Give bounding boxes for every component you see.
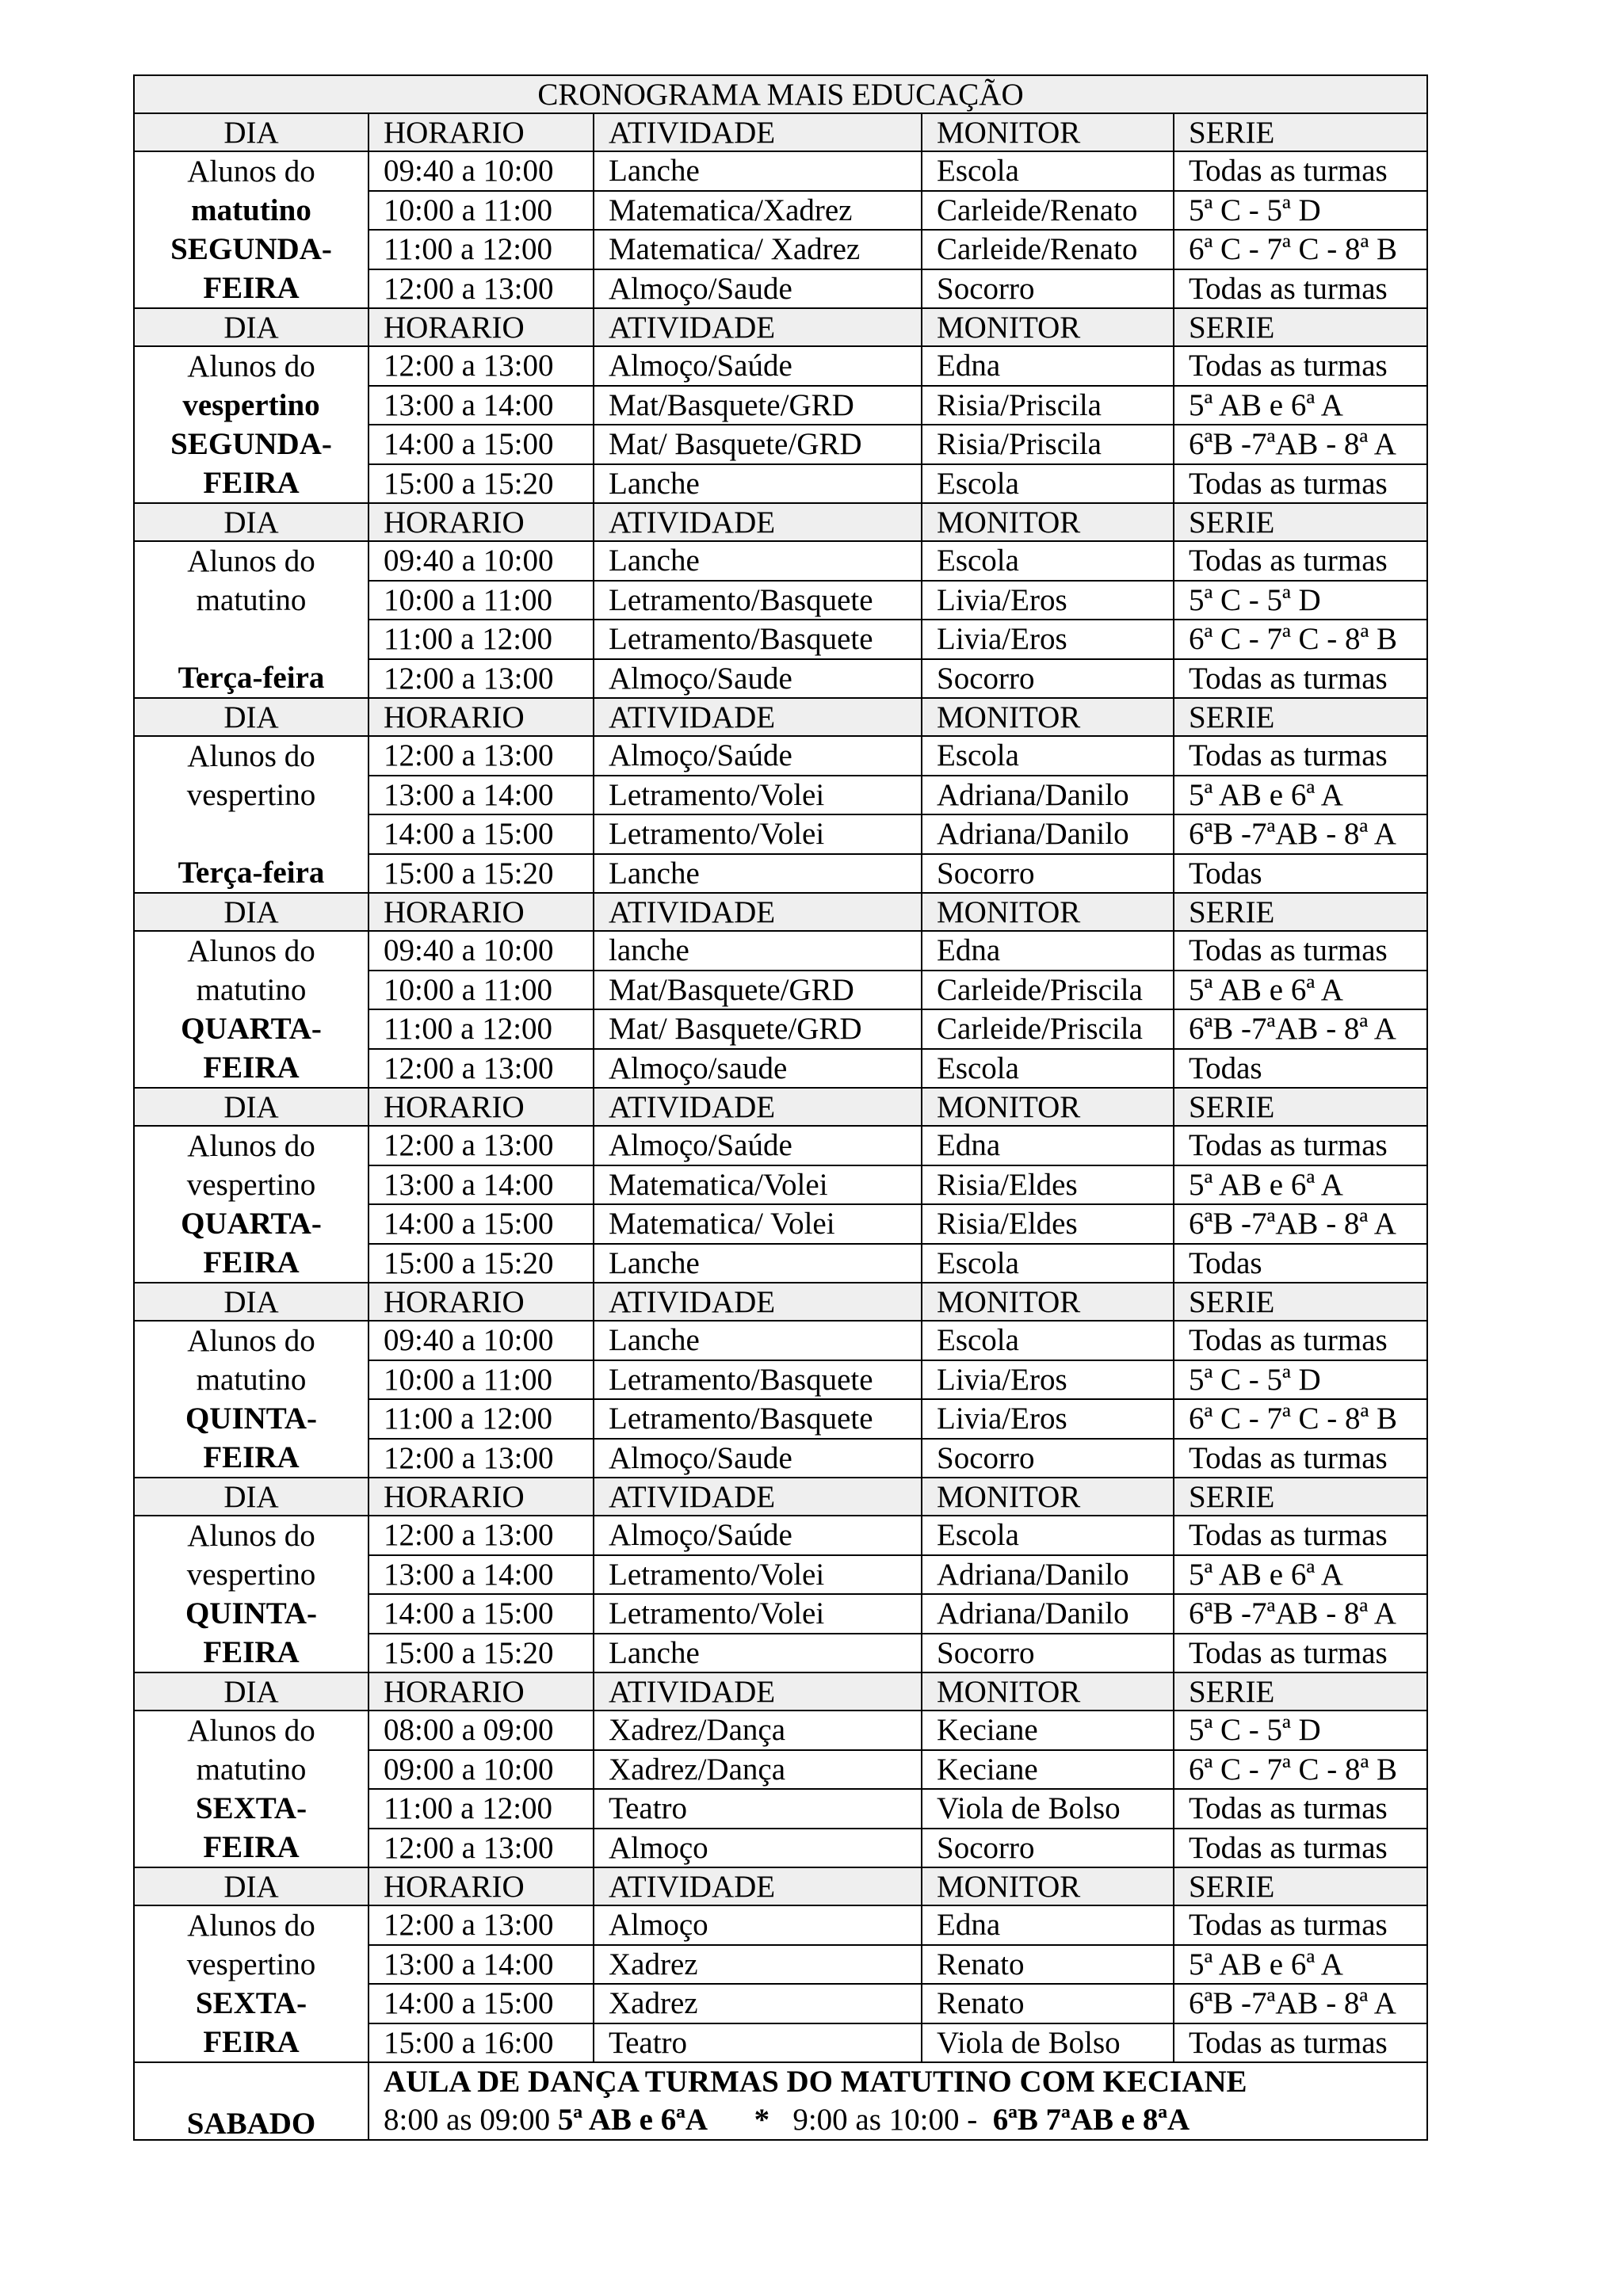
day-label-line: matutino [196, 583, 307, 617]
day-cell [134, 1321, 369, 1478]
cell-horario: 13:00 a 14:00 [369, 1555, 594, 1595]
cell-serie: Todas as turmas [1174, 659, 1427, 699]
cell-serie: Todas [1174, 1244, 1427, 1283]
cell-horario: 12:00 a 13:00 [369, 659, 594, 699]
cell-atividade: Lanche [594, 541, 922, 581]
day-label-line: vespertino [182, 388, 320, 422]
day-label-line: Alunos do [187, 1714, 315, 1748]
cell-horario: 15:00 a 16:00 [369, 2023, 594, 2063]
cell-horario: 12:00 a 13:00 [369, 1516, 594, 1555]
cell-serie: Todas as turmas [1174, 2023, 1427, 2063]
header-serie: SERIE [1174, 113, 1427, 151]
cell-atividade: Almoço/Saúde [594, 736, 922, 776]
cell-atividade: Mat/ Basquete/GRD [594, 425, 922, 464]
day-label-line: FEIRA [203, 1830, 300, 1864]
cell-serie: 5ª C - 5ª D [1174, 191, 1427, 231]
cell-horario: 14:00 a 15:00 [369, 425, 594, 464]
cell-serie: Todas as turmas [1174, 1516, 1427, 1555]
cell-monitor: Viola de Bolso [922, 2023, 1174, 2063]
cell-atividade: Teatro [594, 2023, 922, 2063]
cell-horario: 13:00 a 14:00 [369, 776, 594, 815]
cell-serie: 5ª AB e 6ª A [1174, 386, 1427, 425]
cell-atividade: Mat/Basquete/GRD [594, 386, 922, 425]
cell-horario: 13:00 a 14:00 [369, 386, 594, 425]
header-monitor: MONITOR [922, 1867, 1174, 1905]
cell-monitor: Adriana/Danilo [922, 1555, 1174, 1595]
cell-monitor: Livia/Eros [922, 1399, 1174, 1439]
cell-horario: 09:40 a 10:00 [369, 931, 594, 971]
cell-horario: 11:00 a 12:00 [369, 1789, 594, 1829]
cell-horario: 13:00 a 14:00 [369, 1945, 594, 1985]
day-label-line: Alunos do [187, 1129, 315, 1163]
cell-atividade: Mat/ Basquete/GRD [594, 1009, 922, 1049]
cell-monitor: Renato [922, 1945, 1174, 1985]
header-atividade: ATIVIDADE [594, 308, 922, 346]
cell-atividade: Almoço [594, 1905, 922, 1945]
cell-monitor: Viola de Bolso [922, 1789, 1174, 1829]
cell-monitor: Adriana/Danilo [922, 1594, 1174, 1634]
day-label-line: FEIRA [203, 466, 300, 500]
day-cell [134, 346, 369, 503]
day-label-line [135, 814, 368, 853]
cell-horario: 15:00 a 15:20 [369, 1244, 594, 1283]
header-dia: DIA [134, 113, 369, 151]
header-serie: SERIE [1174, 308, 1427, 346]
header-atividade: ATIVIDADE [594, 1867, 922, 1905]
header-serie: SERIE [1174, 1088, 1427, 1126]
cell-serie: Todas [1174, 1049, 1427, 1089]
cell-monitor: Carleide/Priscila [922, 971, 1174, 1010]
cell-serie: 6ª C - 7ª C - 8ª B [1174, 620, 1427, 659]
cell-serie: 6ª C - 7ª C - 8ª B [1174, 1750, 1427, 1790]
cell-atividade: Mat/Basquete/GRD [594, 971, 922, 1010]
table-row [134, 736, 1427, 776]
cell-monitor: Risia/Eldes [922, 1165, 1174, 1205]
cell-atividade: Almoço/Saude [594, 659, 922, 699]
header-monitor: MONITOR [922, 1478, 1174, 1516]
cell-atividade: Almoço/Saúde [594, 1516, 922, 1555]
day-label-line: FEIRA [203, 2025, 300, 2059]
cell-atividade: Letramento/Volei [594, 1555, 922, 1595]
day-label-line: matutino [191, 193, 311, 227]
cell-monitor: Escola [922, 1516, 1174, 1555]
cell-horario: 10:00 a 11:00 [369, 581, 594, 620]
cell-serie: Todas as turmas [1174, 269, 1427, 309]
cell-horario: 15:00 a 15:20 [369, 1634, 594, 1673]
header-monitor: MONITOR [922, 308, 1174, 346]
day-label-line [135, 620, 368, 658]
cell-horario: 12:00 a 13:00 [369, 269, 594, 309]
day-cell [134, 1126, 369, 1283]
header-dia: DIA [134, 1867, 369, 1905]
cell-monitor: Socorro [922, 1829, 1174, 1868]
cell-monitor: Livia/Eros [922, 581, 1174, 620]
cell-atividade: Matematica/ Xadrez [594, 230, 922, 269]
cell-serie: Todas as turmas [1174, 1829, 1427, 1868]
cell-serie: Todas as turmas [1174, 1789, 1427, 1829]
header-atividade: ATIVIDADE [594, 698, 922, 736]
table-row [134, 541, 1427, 581]
header-row [134, 503, 1427, 541]
cell-horario: 15:00 a 15:20 [369, 854, 594, 894]
day-label-line: Alunos do [187, 544, 315, 578]
cell-serie: 6ª C - 7ª C - 8ª B [1174, 230, 1427, 269]
day-label-line: FEIRA [203, 1635, 300, 1669]
header-horario: HORARIO [369, 1672, 594, 1711]
cell-monitor: Carleide/Renato [922, 191, 1174, 231]
cell-horario: 13:00 a 14:00 [369, 1165, 594, 1205]
cell-monitor: Escola [922, 1049, 1174, 1089]
header-monitor: MONITOR [922, 698, 1174, 736]
table-row [134, 1711, 1427, 1750]
day-cell [134, 1711, 369, 1867]
cell-atividade: Letramento/Volei [594, 814, 922, 854]
saturday-line2-sep: * [754, 2103, 770, 2137]
cell-serie: 6ªB -7ªAB - 8ª A [1174, 1594, 1427, 1634]
cell-atividade: Teatro [594, 1789, 922, 1829]
cell-serie: 6ªB -7ªAB - 8ª A [1174, 425, 1427, 464]
cell-atividade: Lanche [594, 854, 922, 894]
cell-serie: 6ªB -7ªAB - 8ª A [1174, 1984, 1427, 2023]
cell-serie: 6ªB -7ªAB - 8ª A [1174, 1009, 1427, 1049]
cell-monitor: Carleide/Renato [922, 230, 1174, 269]
cell-monitor: Edna [922, 346, 1174, 386]
header-row [134, 1283, 1427, 1321]
cell-horario: 14:00 a 15:00 [369, 1594, 594, 1634]
cell-serie: Todas as turmas [1174, 1321, 1427, 1360]
cell-serie: 5ª AB e 6ª A [1174, 1555, 1427, 1595]
cell-serie: Todas as turmas [1174, 931, 1427, 971]
day-label-line: FEIRA [203, 1440, 300, 1474]
header-horario: HORARIO [369, 1088, 594, 1126]
cell-horario: 09:40 a 10:00 [369, 151, 594, 191]
day-label-line: QUINTA- [185, 1596, 318, 1630]
cell-monitor: Socorro [922, 659, 1174, 699]
saturday-line2-time1: 8:00 as 09:00 [384, 2103, 551, 2137]
cell-horario: 12:00 a 13:00 [369, 1829, 594, 1868]
day-cell [134, 151, 369, 308]
day-label-line: SEXTA- [195, 1791, 307, 1825]
day-label-line: SEXTA- [195, 1986, 307, 2020]
cell-horario: 10:00 a 11:00 [369, 971, 594, 1010]
saturday-note [369, 2062, 1427, 2140]
cell-monitor: Adriana/Danilo [922, 776, 1174, 815]
cell-monitor: Risia/Priscila [922, 425, 1174, 464]
header-monitor: MONITOR [922, 1088, 1174, 1126]
cell-horario: 11:00 a 12:00 [369, 1009, 594, 1049]
header-serie: SERIE [1174, 1478, 1427, 1516]
cell-atividade: Xadrez [594, 1945, 922, 1985]
cell-monitor: Socorro [922, 854, 1174, 894]
cell-monitor: Carleide/Priscila [922, 1009, 1174, 1049]
header-atividade: ATIVIDADE [594, 1283, 922, 1321]
cell-atividade: Letramento/Volei [594, 776, 922, 815]
day-cell [134, 931, 369, 1088]
header-atividade: ATIVIDADE [594, 893, 922, 931]
cell-atividade: Almoço/saude [594, 1049, 922, 1089]
cell-monitor: Edna [922, 931, 1174, 971]
cell-atividade: Lanche [594, 1244, 922, 1283]
cell-atividade: Lanche [594, 464, 922, 504]
header-dia: DIA [134, 893, 369, 931]
cell-serie: 5ª AB e 6ª A [1174, 971, 1427, 1010]
day-cell [134, 541, 369, 698]
cell-monitor: Keciane [922, 1750, 1174, 1790]
cell-horario: 10:00 a 11:00 [369, 1360, 594, 1400]
day-label-line: Alunos do [187, 349, 315, 383]
header-dia: DIA [134, 308, 369, 346]
day-label-line: vespertino [186, 778, 316, 812]
day-label-line: Terça-feira [178, 856, 325, 890]
header-horario: HORARIO [369, 113, 594, 151]
header-horario: HORARIO [369, 1283, 594, 1321]
header-row [134, 1478, 1427, 1516]
cell-atividade: Almoço [594, 1829, 922, 1868]
day-label-line: QUARTA- [181, 1012, 322, 1046]
cell-atividade: Letramento/Basquete [594, 620, 922, 659]
cell-horario: 14:00 a 15:00 [369, 814, 594, 854]
day-label-line: Alunos do [187, 1324, 315, 1358]
cell-monitor: Socorro [922, 1634, 1174, 1673]
page-title: CRONOGRAMA MAIS EDUCAÇÃO [134, 75, 1427, 113]
cell-horario: 12:00 a 13:00 [369, 1049, 594, 1089]
header-atividade: ATIVIDADE [594, 113, 922, 151]
saturday-line2-time2: 9:00 as 10:00 - [792, 2103, 978, 2137]
cell-horario: 09:00 a 10:00 [369, 1750, 594, 1790]
header-row [134, 1672, 1427, 1711]
day-cell [134, 1905, 369, 2062]
cell-atividade: Letramento/Basquete [594, 1360, 922, 1400]
cell-atividade: lanche [594, 931, 922, 971]
cell-monitor: Escola [922, 541, 1174, 581]
table-row [134, 1905, 1427, 1945]
header-horario: HORARIO [369, 1867, 594, 1905]
cell-monitor: Escola [922, 1244, 1174, 1283]
table-row [134, 1516, 1427, 1555]
header-serie: SERIE [1174, 1672, 1427, 1711]
header-monitor: MONITOR [922, 1283, 1174, 1321]
cell-atividade: Xadrez/Dança [594, 1711, 922, 1750]
header-horario: HORARIO [369, 1478, 594, 1516]
cell-monitor: Edna [922, 1905, 1174, 1945]
cell-monitor: Risia/Eldes [922, 1204, 1174, 1244]
table-row [134, 151, 1427, 191]
header-atividade: ATIVIDADE [594, 1672, 922, 1711]
cell-atividade: Almoço/Saude [594, 1439, 922, 1478]
cell-serie: Todas as turmas [1174, 1439, 1427, 1478]
cell-monitor: Keciane [922, 1711, 1174, 1750]
table-row [134, 346, 1427, 386]
cell-serie: Todas as turmas [1174, 541, 1427, 581]
cell-serie: 6ªB -7ªAB - 8ª A [1174, 1204, 1427, 1244]
header-atividade: ATIVIDADE [594, 503, 922, 541]
cell-atividade: Matematica/Xadrez [594, 191, 922, 231]
day-label-line: vespertino [186, 1947, 316, 1981]
cell-atividade: Letramento/Volei [594, 1594, 922, 1634]
header-atividade: ATIVIDADE [594, 1478, 922, 1516]
cell-serie: 5ª C - 5ª D [1174, 1360, 1427, 1400]
cell-horario: 10:00 a 11:00 [369, 191, 594, 231]
table-row [134, 1321, 1427, 1360]
cell-horario: 15:00 a 15:20 [369, 464, 594, 504]
cell-atividade: Almoço/Saúde [594, 346, 922, 386]
day-label-line: SEGUNDA- [170, 232, 332, 266]
cell-serie: 6ª C - 7ª C - 8ª B [1174, 1399, 1427, 1439]
day-label-line: vespertino [186, 1168, 316, 1202]
cell-monitor: Escola [922, 151, 1174, 191]
cell-serie: Todas as turmas [1174, 151, 1427, 191]
header-monitor: MONITOR [922, 113, 1174, 151]
cell-atividade: Xadrez [594, 1984, 922, 2023]
cell-atividade: Lanche [594, 1321, 922, 1360]
cell-serie: 5ª AB e 6ª A [1174, 1945, 1427, 1985]
header-serie: SERIE [1174, 1867, 1427, 1905]
day-label-line: FEIRA [203, 1051, 300, 1085]
cell-atividade: Matematica/ Volei [594, 1204, 922, 1244]
cell-monitor: Escola [922, 464, 1174, 504]
cell-monitor: Edna [922, 1126, 1174, 1165]
saturday-line2-classes2: 6ªB 7ªAB e 8ªA [992, 2103, 1190, 2137]
cell-atividade: Letramento/Basquete [594, 1399, 922, 1439]
header-dia: DIA [134, 698, 369, 736]
day-label-line: Alunos do [187, 154, 315, 189]
header-dia: DIA [134, 1283, 369, 1321]
cell-serie: Todas [1174, 854, 1427, 894]
cell-monitor: Escola [922, 1321, 1174, 1360]
day-cell [134, 1516, 369, 1672]
table-row [134, 931, 1427, 971]
cell-atividade: Almoço/Saude [594, 269, 922, 309]
cell-monitor: Socorro [922, 269, 1174, 309]
day-label-line: matutino [196, 1363, 307, 1397]
header-monitor: MONITOR [922, 1672, 1174, 1711]
header-row [134, 1088, 1427, 1126]
header-dia: DIA [134, 1672, 369, 1711]
cell-serie: Todas as turmas [1174, 736, 1427, 776]
saturday-row [134, 2062, 1427, 2140]
cell-horario: 11:00 a 12:00 [369, 1399, 594, 1439]
cell-serie: 5ª C - 5ª D [1174, 581, 1427, 620]
cell-serie: Todas as turmas [1174, 464, 1427, 504]
day-label-line: FEIRA [203, 271, 300, 305]
header-row [134, 113, 1427, 151]
cell-monitor: Livia/Eros [922, 620, 1174, 659]
cell-monitor: Adriana/Danilo [922, 814, 1174, 854]
cell-atividade: Lanche [594, 1634, 922, 1673]
saturday-line2-classes1: 5ª AB e 6ªA [557, 2103, 708, 2137]
cell-serie: Todas as turmas [1174, 346, 1427, 386]
header-serie: SERIE [1174, 1283, 1427, 1321]
schedule-table [133, 74, 1428, 2141]
cell-horario: 11:00 a 12:00 [369, 230, 594, 269]
cell-horario: 08:00 a 09:00 [369, 1711, 594, 1750]
cell-horario: 12:00 a 13:00 [369, 736, 594, 776]
cell-horario: 12:00 a 13:00 [369, 1905, 594, 1945]
header-monitor: MONITOR [922, 503, 1174, 541]
cell-serie: Todas as turmas [1174, 1126, 1427, 1165]
day-label-line: Alunos do [187, 934, 315, 968]
header-row [134, 1867, 1427, 1905]
header-serie: SERIE [1174, 698, 1427, 736]
day-label-line: matutino [196, 973, 307, 1007]
table-row [134, 1126, 1427, 1165]
saturday-line-2 [384, 2101, 1426, 2139]
header-serie: SERIE [1174, 503, 1427, 541]
header-atividade: ATIVIDADE [594, 1088, 922, 1126]
cell-monitor: Renato [922, 1984, 1174, 2023]
cell-horario: 09:40 a 10:00 [369, 541, 594, 581]
day-label-line: Terça-feira [178, 661, 325, 695]
header-horario: HORARIO [369, 308, 594, 346]
cell-atividade: Lanche [594, 151, 922, 191]
cell-serie: 5ª AB e 6ª A [1174, 776, 1427, 815]
cell-atividade: Almoço/Saúde [594, 1126, 922, 1165]
day-label-line: SEGUNDA- [170, 427, 332, 461]
title-row [134, 75, 1427, 113]
day-label-line: Alunos do [187, 1519, 315, 1553]
saturday-line-1: AULA DE DANÇA TURMAS DO MATUTINO COM KECIANE [384, 2065, 1247, 2099]
day-label-line: Alunos do [187, 1909, 315, 1943]
day-label-line: FEIRA [203, 1245, 300, 1280]
header-monitor: MONITOR [922, 893, 1174, 931]
day-label-line: Alunos do [187, 739, 315, 773]
header-row [134, 308, 1427, 346]
cell-atividade: Letramento/Basquete [594, 581, 922, 620]
header-horario: HORARIO [369, 698, 594, 736]
cell-atividade: Matematica/Volei [594, 1165, 922, 1205]
header-serie: SERIE [1174, 893, 1427, 931]
day-label-line: matutino [196, 1753, 307, 1787]
header-dia: DIA [134, 1088, 369, 1126]
header-horario: HORARIO [369, 503, 594, 541]
cell-horario: 12:00 a 13:00 [369, 1439, 594, 1478]
day-label-line: QUARTA- [181, 1207, 322, 1241]
day-cell [134, 736, 369, 893]
cell-serie: Todas as turmas [1174, 1905, 1427, 1945]
day-label-line: vespertino [186, 1558, 316, 1592]
cell-monitor: Escola [922, 736, 1174, 776]
cell-serie: 5ª AB e 6ª A [1174, 1165, 1427, 1205]
header-horario: HORARIO [369, 893, 594, 931]
cell-monitor: Risia/Priscila [922, 386, 1174, 425]
cell-monitor: Socorro [922, 1439, 1174, 1478]
saturday-day-cell: SABADO [134, 2062, 369, 2140]
cell-horario: 11:00 a 12:00 [369, 620, 594, 659]
cell-horario: 14:00 a 15:00 [369, 1984, 594, 2023]
day-label-line: QUINTA- [185, 1402, 318, 1436]
cell-monitor: Livia/Eros [922, 1360, 1174, 1400]
header-row [134, 893, 1427, 931]
cell-serie: 6ªB -7ªAB - 8ª A [1174, 814, 1427, 854]
cell-horario: 12:00 a 13:00 [369, 1126, 594, 1165]
cell-serie: 5ª C - 5ª D [1174, 1711, 1427, 1750]
header-row [134, 698, 1427, 736]
header-dia: DIA [134, 1478, 369, 1516]
cell-horario: 14:00 a 15:00 [369, 1204, 594, 1244]
header-dia: DIA [134, 503, 369, 541]
cell-horario: 09:40 a 10:00 [369, 1321, 594, 1360]
cell-horario: 12:00 a 13:00 [369, 346, 594, 386]
cell-atividade: Xadrez/Dança [594, 1750, 922, 1790]
cell-serie: Todas as turmas [1174, 1634, 1427, 1673]
